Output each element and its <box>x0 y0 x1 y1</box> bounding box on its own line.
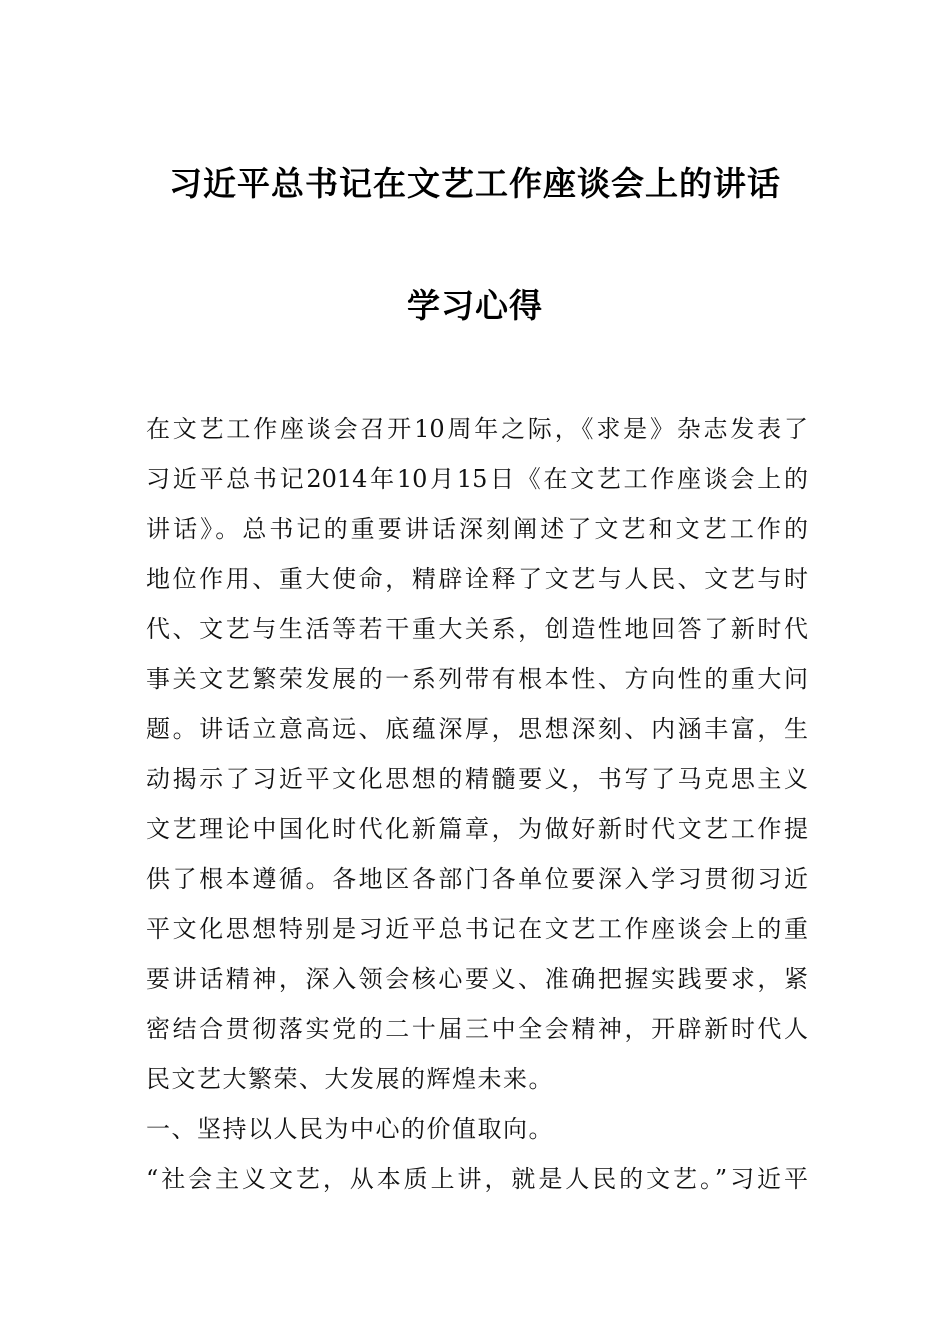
document-title: 习近平总书记在文艺工作座谈会上的讲话 <box>169 164 781 203</box>
body-line: 题。讲话立意高远、底蕴深厚，思想深刻、内涵丰富，生 <box>146 715 808 743</box>
body-line: 民文艺大繁荣、大发展的辉煌未来。 <box>146 1065 554 1093</box>
body-line: 事关文艺繁荣发展的一系列带有根本性、方向性的重大问 <box>146 665 808 693</box>
body-line: 地位作用、重大使命，精辟诠释了文艺与人民、文艺与时 <box>146 565 808 593</box>
body-line: 文艺理论中国化时代化新篇章，为做好新时代文艺工作提 <box>146 815 808 843</box>
body-line: 在文艺工作座谈会召开10周年之际，《求是》杂志发表了 <box>146 415 808 443</box>
body-line: 代、文艺与生活等若干重大关系，创造性地回答了新时代 <box>146 615 808 643</box>
body-line: 密结合贯彻落实党的二十届三中全会精神，开辟新时代人 <box>146 1015 808 1043</box>
body-line: 讲话》。总书记的重要讲话深刻阐述了文艺和文艺工作的 <box>146 515 808 543</box>
section-heading: 一、坚持以人民为中心的价值取向。 <box>146 1115 554 1143</box>
body-line: 动揭示了习近平文化思想的精髓要义，书写了马克思主义 <box>146 765 808 793</box>
body-line: “社会主义文艺，从本质上讲，就是人民的文艺。”习近平 <box>146 1165 808 1193</box>
body-line: 平文化思想特别是习近平总书记在文艺工作座谈会上的重 <box>146 915 808 943</box>
body-line: 习近平总书记2014年10月15日《在文艺工作座谈会上的 <box>146 465 808 493</box>
document-subtitle: 学习心得 <box>407 286 543 325</box>
body-line: 供了根本遵循。各地区各部门各单位要深入学习贯彻习近 <box>146 865 808 893</box>
body-line: 要讲话精神，深入领会核心要义、准确把握实践要求，紧 <box>146 965 808 993</box>
